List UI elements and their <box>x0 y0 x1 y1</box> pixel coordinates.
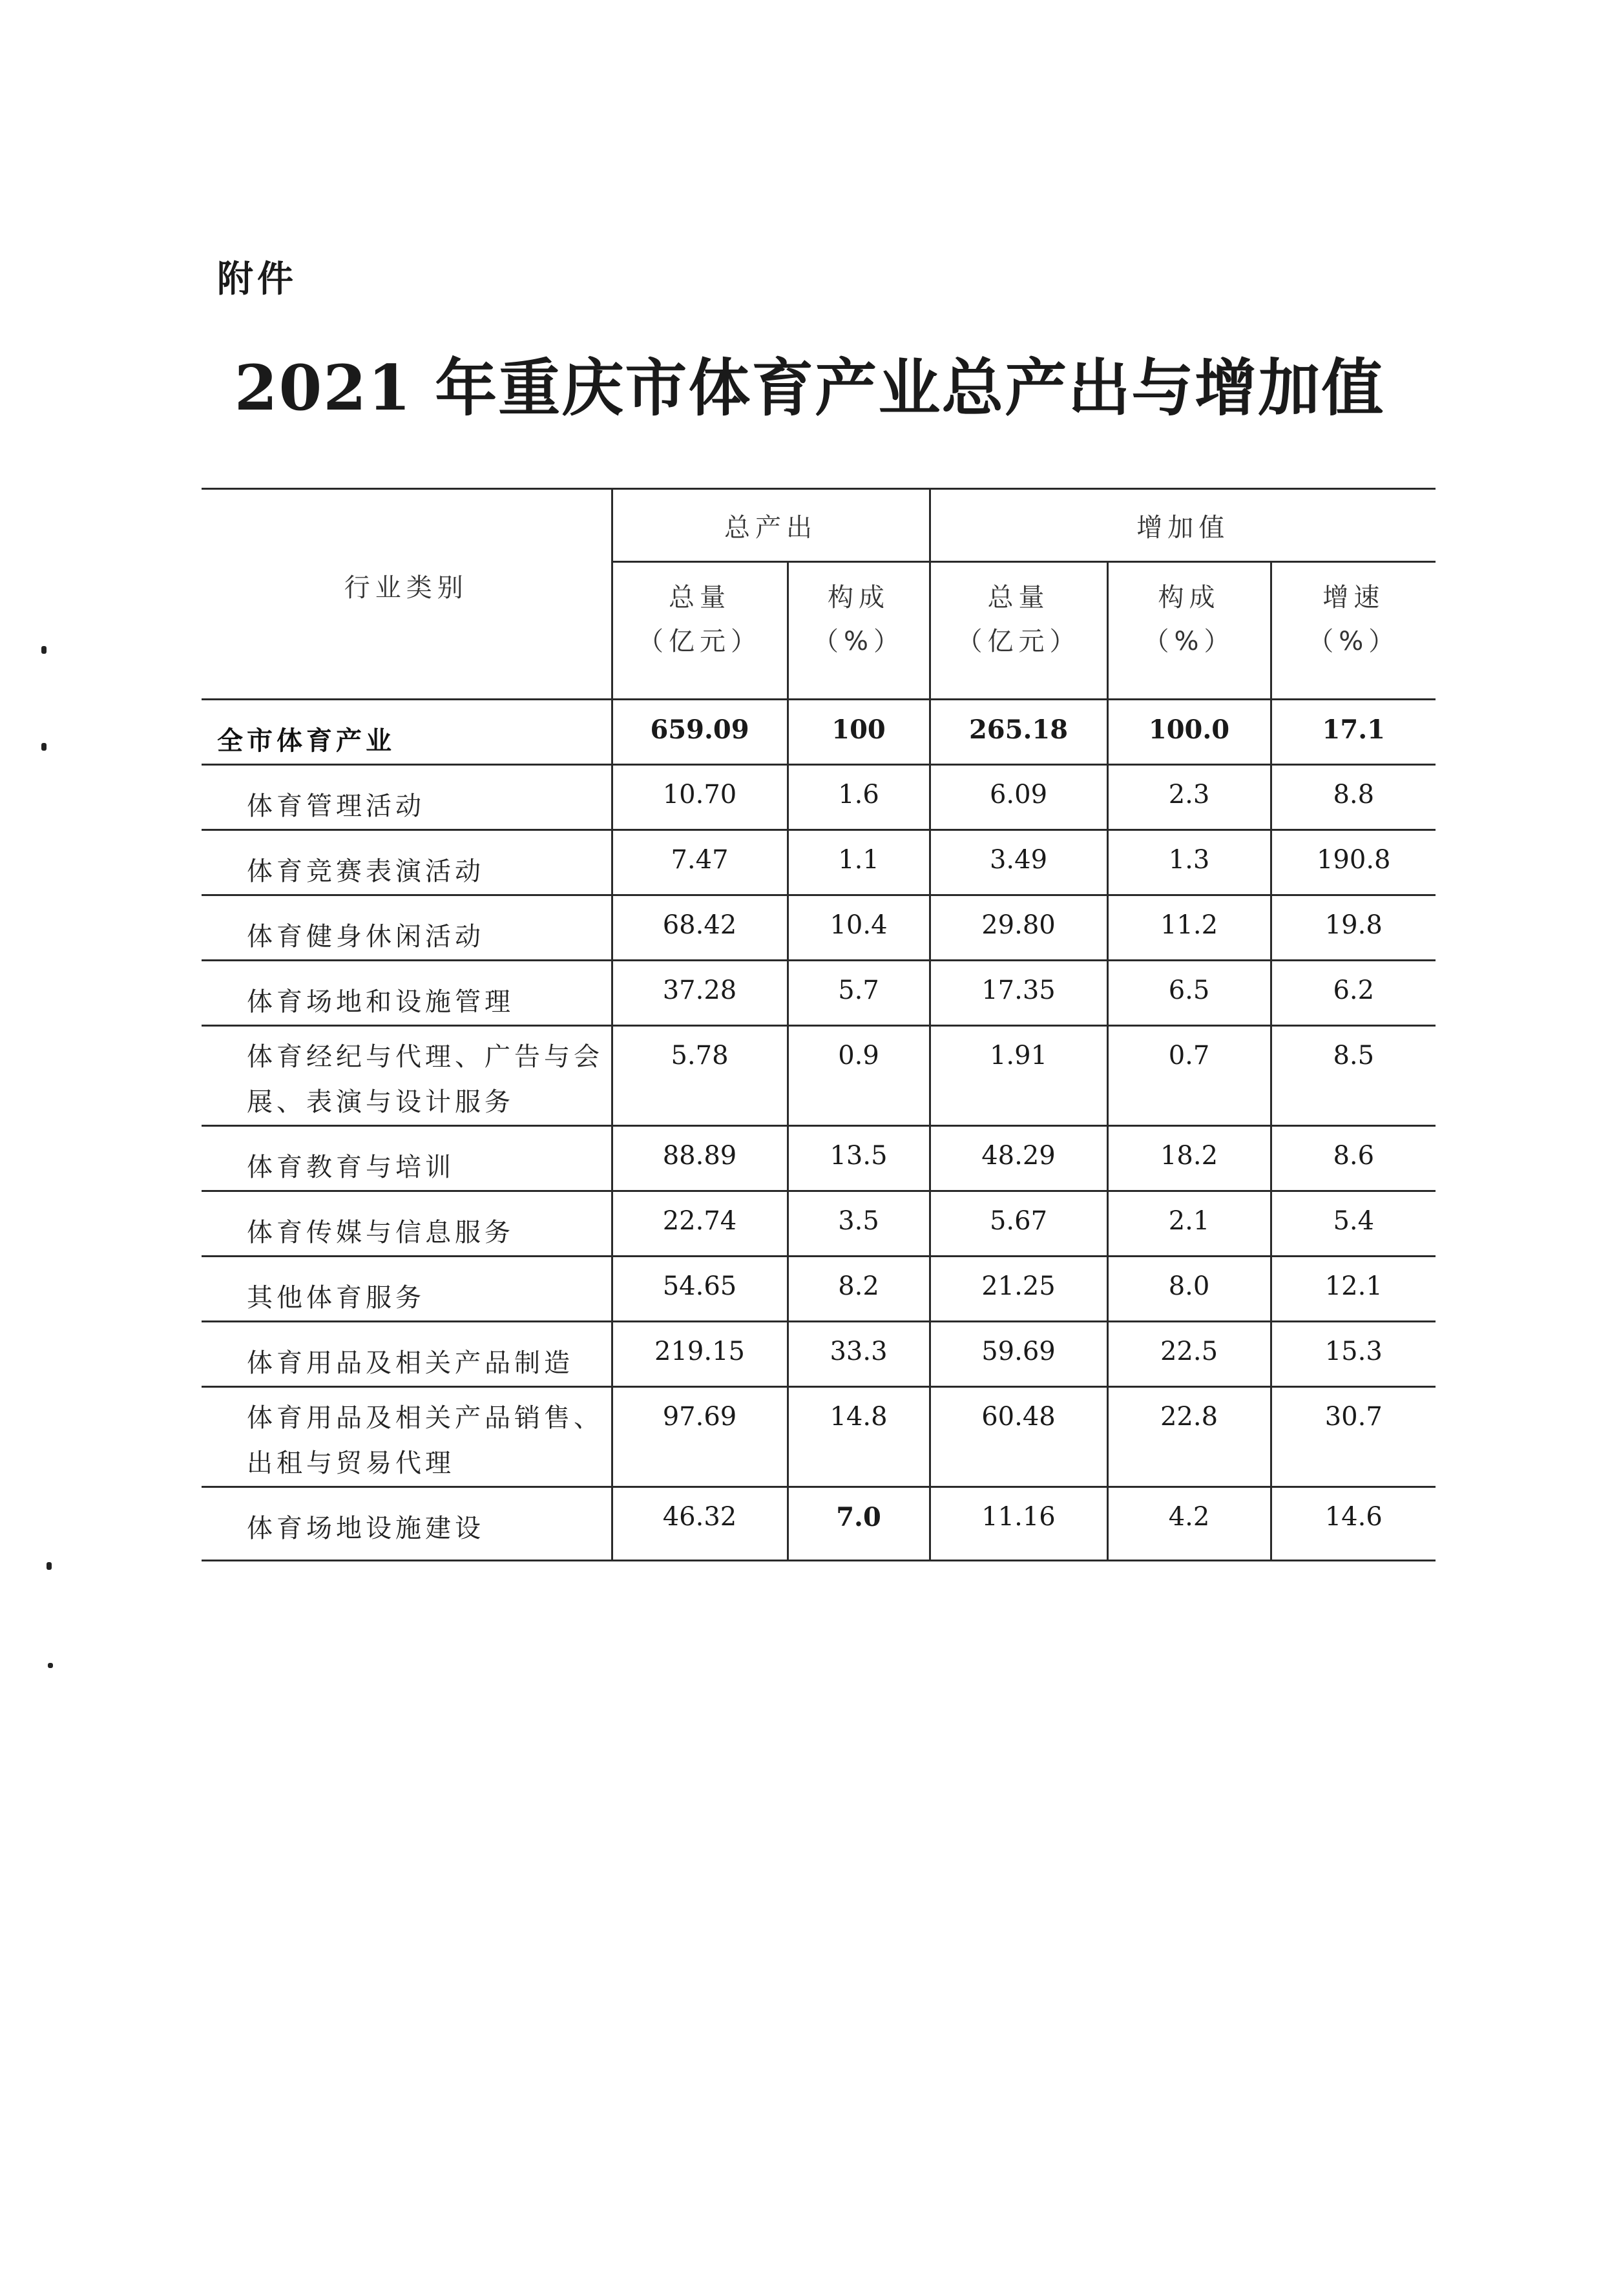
av-share-cell: 6.5 <box>1107 961 1271 1026</box>
output-share-cell: 0.9 <box>788 1026 930 1126</box>
table-row <box>202 1487 1436 1561</box>
av-growth-cell: 8.6 <box>1271 1126 1436 1191</box>
attachment-label: 附件 <box>217 258 297 300</box>
av-share-cell: 2.1 <box>1107 1191 1271 1257</box>
av-growth-cell: 6.2 <box>1271 961 1436 1026</box>
output-share-cell: 13.5 <box>788 1126 930 1191</box>
av-share-cell: 22.8 <box>1107 1387 1271 1487</box>
output-total-cell: 37.28 <box>612 961 788 1026</box>
av-share-cell: 2.3 <box>1107 765 1271 830</box>
av-share-cell: 4.2 <box>1107 1487 1271 1561</box>
av-growth-cell: 12.1 <box>1271 1257 1436 1322</box>
output-total-cell: 54.65 <box>612 1257 788 1322</box>
av-total-cell: 21.25 <box>930 1257 1107 1322</box>
av-share-header <box>1107 562 1271 700</box>
category-header: 行业类别 <box>202 489 612 700</box>
header-unit: （亿元） <box>956 627 1081 656</box>
output-total-cell: 46.32 <box>612 1487 788 1561</box>
table-row <box>202 1026 1436 1126</box>
av-total-cell: 3.49 <box>930 830 1107 895</box>
output-share-cell: 33.3 <box>788 1322 930 1387</box>
av-growth-cell: 30.7 <box>1271 1387 1436 1487</box>
output-share-cell: 7.0 <box>788 1487 930 1561</box>
av-growth-cell: 8.8 <box>1271 765 1436 830</box>
category-cell: 体育竞赛表演活动 <box>202 830 612 895</box>
output-share-cell: 1.6 <box>788 765 930 830</box>
header-unit: （%） <box>1308 627 1400 656</box>
av-share-cell: 0.7 <box>1107 1026 1271 1126</box>
category-cell: 体育用品及相关产品销售、出租与贸易代理 <box>202 1387 612 1487</box>
added-value-group-header: 增加值 <box>930 489 1436 562</box>
av-share-cell: 18.2 <box>1107 1126 1271 1191</box>
header-line: 构成 <box>1158 583 1220 612</box>
sports-industry-table <box>202 488 1436 1561</box>
av-total-cell: 29.80 <box>930 895 1107 961</box>
table-row <box>202 1322 1436 1387</box>
output-share-cell: 14.8 <box>788 1387 930 1487</box>
table-row <box>202 830 1436 895</box>
header-line: 构成 <box>828 583 890 612</box>
av-total-cell: 59.69 <box>930 1322 1107 1387</box>
category-cell: 体育管理活动 <box>202 765 612 830</box>
output-total-header <box>612 562 788 700</box>
av-total-cell: 5.67 <box>930 1191 1107 1257</box>
category-cell: 体育场地和设施管理 <box>202 961 612 1026</box>
category-cell: 全市体育产业 <box>202 700 612 765</box>
output-total-cell: 22.74 <box>612 1191 788 1257</box>
av-total-cell: 48.29 <box>930 1126 1107 1191</box>
output-total-cell: 219.15 <box>612 1322 788 1387</box>
av-total-cell: 11.16 <box>930 1487 1107 1561</box>
header-unit: （%） <box>1143 627 1235 656</box>
output-share-cell: 5.7 <box>788 961 930 1026</box>
output-share-cell: 3.5 <box>788 1191 930 1257</box>
output-total-cell: 68.42 <box>612 895 788 961</box>
header-unit: （%） <box>812 627 904 656</box>
table-row <box>202 765 1436 830</box>
av-total-cell: 6.09 <box>930 765 1107 830</box>
output-share-cell: 1.1 <box>788 830 930 895</box>
av-share-cell: 8.0 <box>1107 1257 1271 1322</box>
category-cell: 其他体育服务 <box>202 1257 612 1322</box>
scan-speck <box>48 1663 53 1668</box>
table-row <box>202 1126 1436 1191</box>
scan-speck <box>41 646 47 654</box>
av-growth-cell: 190.8 <box>1271 830 1436 895</box>
header-unit: （亿元） <box>638 627 762 656</box>
output-group-header: 总产出 <box>612 489 930 562</box>
av-share-cell: 100.0 <box>1107 700 1271 765</box>
table-row <box>202 1191 1436 1257</box>
output-total-cell: 7.47 <box>612 830 788 895</box>
scan-speck <box>47 1562 52 1570</box>
av-share-cell: 22.5 <box>1107 1322 1271 1387</box>
output-total-cell: 659.09 <box>612 700 788 765</box>
output-share-cell: 8.2 <box>788 1257 930 1322</box>
category-cell: 体育传媒与信息服务 <box>202 1191 612 1257</box>
av-total-header <box>930 562 1107 700</box>
table-row <box>202 1387 1436 1487</box>
category-cell: 体育经纪与代理、广告与会展、表演与设计服务 <box>202 1026 612 1126</box>
av-growth-cell: 8.5 <box>1271 1026 1436 1126</box>
scan-speck <box>41 743 47 751</box>
output-share-header <box>788 562 930 700</box>
category-cell: 体育场地设施建设 <box>202 1487 612 1561</box>
header-line: 总量 <box>987 583 1050 612</box>
output-total-cell: 10.70 <box>612 765 788 830</box>
av-share-cell: 11.2 <box>1107 895 1271 961</box>
av-total-cell: 265.18 <box>930 700 1107 765</box>
output-total-cell: 5.78 <box>612 1026 788 1126</box>
av-growth-cell: 5.4 <box>1271 1191 1436 1257</box>
category-cell: 体育教育与培训 <box>202 1126 612 1191</box>
av-growth-cell: 17.1 <box>1271 700 1436 765</box>
av-growth-cell: 15.3 <box>1271 1322 1436 1387</box>
av-total-cell: 60.48 <box>930 1387 1107 1487</box>
av-share-cell: 1.3 <box>1107 830 1271 895</box>
category-cell: 体育健身休闲活动 <box>202 895 612 961</box>
document-title: 2021 年重庆市体育产业总产出与增加值 <box>234 351 1385 424</box>
table-row <box>202 1257 1436 1322</box>
header-line: 总量 <box>669 583 731 612</box>
output-total-cell: 97.69 <box>612 1387 788 1487</box>
av-growth-cell: 14.6 <box>1271 1487 1436 1561</box>
av-total-cell: 17.35 <box>930 961 1107 1026</box>
table-row-total <box>202 700 1436 765</box>
av-growth-cell: 19.8 <box>1271 895 1436 961</box>
av-growth-header <box>1271 562 1436 700</box>
output-share-cell: 10.4 <box>788 895 930 961</box>
output-share-cell: 100 <box>788 700 930 765</box>
table-row <box>202 961 1436 1026</box>
output-total-cell: 88.89 <box>612 1126 788 1191</box>
category-cell: 体育用品及相关产品制造 <box>202 1322 612 1387</box>
av-total-cell: 1.91 <box>930 1026 1107 1126</box>
table-row <box>202 895 1436 961</box>
header-line: 增速 <box>1322 583 1385 612</box>
